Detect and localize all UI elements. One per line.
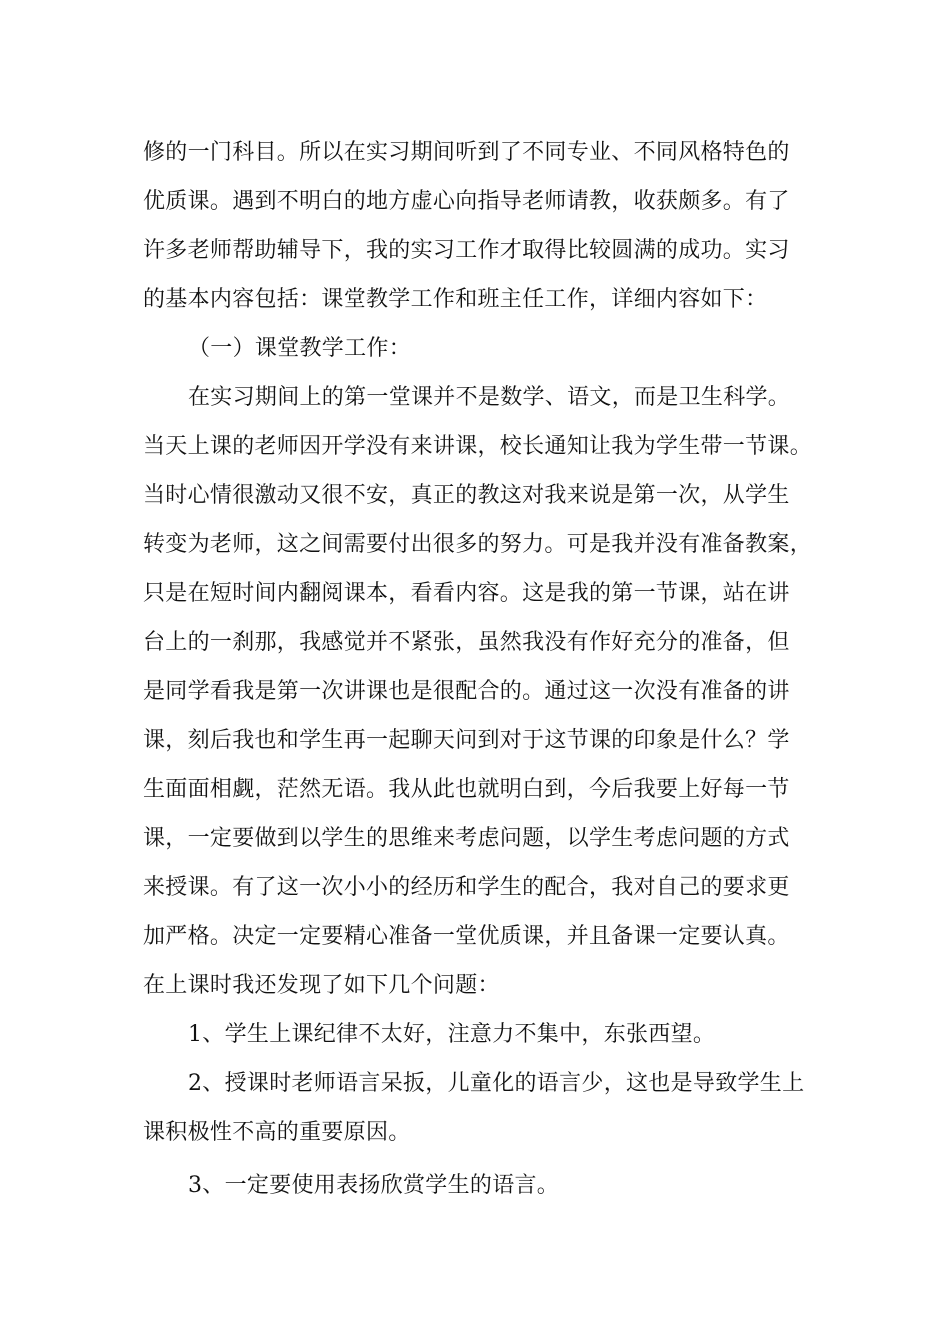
text-line: 1、学生上课纪律不太好，注意力不集中，东张西望。: [188, 1022, 716, 1047]
text-line: 课，一定要做到以学生的思维来考虑问题，以学生考虑问题的方式: [143, 826, 790, 851]
text-line: 在上课时我还发现了如下几个问题：: [143, 973, 500, 998]
text-line: 许多老师帮助辅导下，我的实习工作才取得比较圆满的成功。实习: [143, 238, 790, 263]
text-line: 优质课。遇到不明白的地方虚心向指导老师请教，收获颇多。有了: [143, 189, 790, 214]
text-line: 课积极性不高的重要原因。: [143, 1120, 411, 1145]
heading-line: （一）课堂教学工作：: [188, 336, 412, 361]
list-item-problem-3: [143, 1164, 823, 1213]
text-line: 2、授课时老师语言呆扳，儿童化的语言少，这也是导致学生上: [188, 1071, 805, 1096]
section-heading: [143, 327, 823, 376]
text-line: 台上的一刹那，我感觉并不紧张，虽然我没有作好充分的准备，但: [143, 630, 790, 655]
list-item-problem-1: [143, 1013, 823, 1062]
list-item-problem-2: [143, 1062, 823, 1160]
text-line: 是同学看我是第一次讲课也是很配合的。通过这一次没有准备的讲: [143, 679, 790, 704]
text-line: 转变为老师，这之间需要付出很多的努力。可是我并没有准备教案，: [143, 532, 813, 557]
text-line: 来授课。有了这一次小小的经历和学生的配合，我对自己的要求更: [143, 875, 790, 900]
text-line: 生面面相觑，茫然无语。我从此也就明白到，今后我要上好每一节: [143, 777, 790, 802]
paragraph-intro: [143, 131, 823, 327]
text-line: 只是在短时间内翻阅课本，看看内容。这是我的第一节课，站在讲: [143, 581, 790, 606]
text-line: 的基本内容包括：课堂教学工作和班主任工作，详细内容如下：: [143, 287, 768, 312]
text-line: 在实习期间上的第一堂课并不是数学、语文，而是卫生科学。: [188, 385, 791, 410]
text-line: 课，刻后我也和学生再一起聊天问到对于这节课的印象是什么？学: [143, 728, 790, 753]
text-line: 当天上课的老师因开学没有来讲课，校长通知让我为学生带一节课。: [143, 434, 813, 459]
document-body: [143, 131, 823, 1213]
paragraph-first-lesson: [143, 376, 823, 1013]
text-line: 加严格。决定一定要精心准备一堂优质课，并且备课一定要认真。: [143, 924, 790, 949]
text-line: 修的一门科目。所以在实习期间听到了不同专业、不同风格特色的: [143, 140, 790, 165]
text-line: 3、一定要使用表扬欣赏学生的语言。: [188, 1173, 560, 1198]
text-line: 当时心情很激动又很不安，真正的教这对我来说是第一次，从学生: [143, 483, 790, 508]
